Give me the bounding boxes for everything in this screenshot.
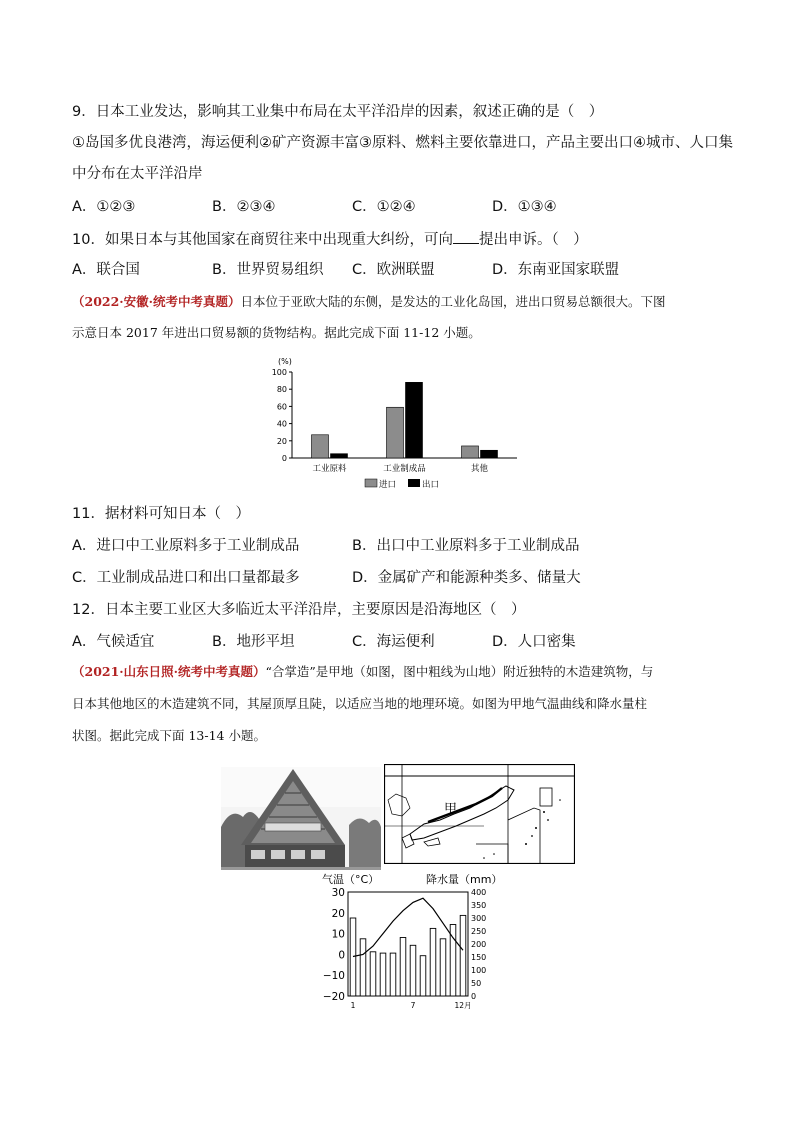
temperature-tick-label: 30 <box>331 887 345 899</box>
q12-option-c[interactable]: C．海运便利 <box>352 634 435 650</box>
y-axis-unit: (%) <box>278 357 292 366</box>
precip-bar <box>350 918 356 996</box>
q9-option-d[interactable]: D．①③④ <box>492 199 557 215</box>
temperature-tick-label: 0 <box>338 949 345 962</box>
q12-option-d[interactable]: D．人口密集 <box>492 634 576 650</box>
intro-text-line2: 示意日本 2017 年进出口贸易额的货物结构。据此完成下面 11-12 小题。 <box>72 325 481 340</box>
intro-text-line1: 日本位于亚欧大陆的东侧，是发达的工业化岛国，进出口贸易总额很大。下图 <box>240 294 666 309</box>
q11-stem: 11．据材料可知日本（ ） <box>72 506 250 522</box>
climate-chart <box>318 870 503 1015</box>
intro-2021 <box>72 662 653 682</box>
q10-stem <box>72 229 588 250</box>
q10-option-d[interactable]: D．东南亚国家联盟 <box>492 262 620 278</box>
bar-export <box>331 454 348 458</box>
q10-option-c[interactable]: C．欧洲联盟 <box>352 262 435 278</box>
bar-import <box>312 435 329 458</box>
precip-tick-label: 350 <box>471 901 487 910</box>
precip-tick-label: 50 <box>471 979 482 988</box>
intro-2022 <box>72 292 666 312</box>
q10-option-a[interactable]: A．联合国 <box>72 262 140 278</box>
q11-option-d[interactable]: D．金属矿产和能源种类多、储量大 <box>352 570 581 586</box>
precip-tick-label: 200 <box>471 940 487 949</box>
precip-tick-label: 150 <box>471 953 487 962</box>
source-tag: （2022·安徽·统考中考真题） <box>72 294 241 309</box>
tree-foliage <box>349 818 381 870</box>
q11-option-a[interactable]: A．进口中工业原料多于工业制成品 <box>72 538 300 554</box>
precip-bar <box>440 939 446 996</box>
q12-option-a[interactable]: A．气候适宜 <box>72 634 155 650</box>
temperature-tick-label: 10 <box>331 928 345 941</box>
answer-blank <box>453 229 479 244</box>
precipitation-axis-label: 降水量（mm） <box>426 873 503 886</box>
precip-bar <box>370 952 376 996</box>
japan-location-map <box>384 764 575 864</box>
precip-bar <box>460 915 466 996</box>
q10-stem-part2: 提出申诉。（ ） <box>478 232 588 248</box>
precip-bar <box>420 956 426 996</box>
gassho-house-photo <box>221 767 381 870</box>
q12-stem: 12．日本主要工业区大多临近太平洋沿岸，主要原因是沿海地区（ ） <box>72 602 526 618</box>
temperature-tick-label: −20 <box>322 991 345 1003</box>
temperature-axis-label: 气温（°C） <box>322 873 380 886</box>
precip-bar <box>400 938 406 997</box>
q9-statements-line1: ①岛国多优良港湾，海运便利②矿产资源丰富③原料、燃料主要依靠进口，产品主要出口④城市、人口集 <box>72 135 733 151</box>
temperature-tick-label: −10 <box>322 970 345 983</box>
precip-bar <box>410 945 416 996</box>
precip-tick-label: 100 <box>471 966 487 975</box>
y-tick-label: 40 <box>276 419 287 429</box>
y-tick-label: 0 <box>281 454 287 463</box>
q11-option-b[interactable]: B．出口中工业原料多于工业制成品 <box>352 538 580 554</box>
y-tick-label: 80 <box>276 385 287 395</box>
y-tick-label: 20 <box>276 436 287 446</box>
precip-tick-label: 0 <box>471 992 477 1001</box>
q9-option-b[interactable]: B．②③④ <box>212 199 276 215</box>
precip-tick-label: 300 <box>471 914 487 923</box>
y-tick-label: 60 <box>276 402 287 412</box>
trade-structure-chart <box>262 352 532 492</box>
bar-import <box>387 407 404 458</box>
month-label: 12月 <box>454 1001 472 1010</box>
precip-bar <box>430 928 436 996</box>
category-label: 工业制成品 <box>383 464 426 474</box>
precip-bar <box>390 953 396 996</box>
precip-tick-label: 400 <box>471 888 487 897</box>
temperature-tick-label: 20 <box>331 907 345 920</box>
q9-stem: 9．日本工业发达，影响其工业集中布局在太平洋沿岸的因素，叙述正确的是（ ） <box>72 104 604 120</box>
map-label-jia: 甲 <box>444 802 458 817</box>
q9-option-a[interactable]: A．①②③ <box>72 199 136 215</box>
precip-bar <box>360 939 366 996</box>
source-tag: （2021·山东日照·统考中考真题） <box>72 664 266 679</box>
bar-import <box>462 446 479 458</box>
q10-option-b[interactable]: B．世界贸易组织 <box>212 262 324 278</box>
precip-tick-label: 250 <box>471 927 487 936</box>
chart-legend <box>365 479 439 490</box>
category-label: 其他 <box>470 464 489 474</box>
intro2-text-line1: “合掌造”是甲地（如图，图中粗线为山地）附近独特的木造建筑物，与 <box>265 664 654 679</box>
legend-export: 出口 <box>422 480 440 490</box>
bar-export <box>481 450 498 458</box>
month-label: 1 <box>350 1001 356 1010</box>
bar-export <box>406 382 423 458</box>
q10-stem-part1: 10．如果日本与其他国家在商贸往来中出现重大纠纷，可向 <box>72 232 453 248</box>
q9-statements-line2: 中分布在太平洋沿岸 <box>72 166 203 182</box>
q12-option-b[interactable]: B．地形平坦 <box>212 634 295 650</box>
q11-option-c[interactable]: C．工业制成品进口和出口量都最多 <box>72 570 300 586</box>
precip-bar <box>380 953 386 996</box>
legend-swatch-import <box>365 479 377 487</box>
legend-import: 进口 <box>379 480 397 490</box>
month-label: 7 <box>410 1001 416 1010</box>
intro2-text-line3: 状图。据此完成下面 13-14 小题。 <box>72 728 266 743</box>
legend-swatch-export <box>408 479 420 487</box>
category-label: 工业原料 <box>312 464 347 474</box>
y-tick-label: 100 <box>271 368 287 377</box>
q9-option-c[interactable]: C．①②④ <box>352 199 416 215</box>
intro2-text-line2: 日本其他地区的木造建筑不同，其屋顶厚且陡，以适应当地的地理环境。如图为甲地气温曲线和降水量柱 <box>72 696 648 711</box>
